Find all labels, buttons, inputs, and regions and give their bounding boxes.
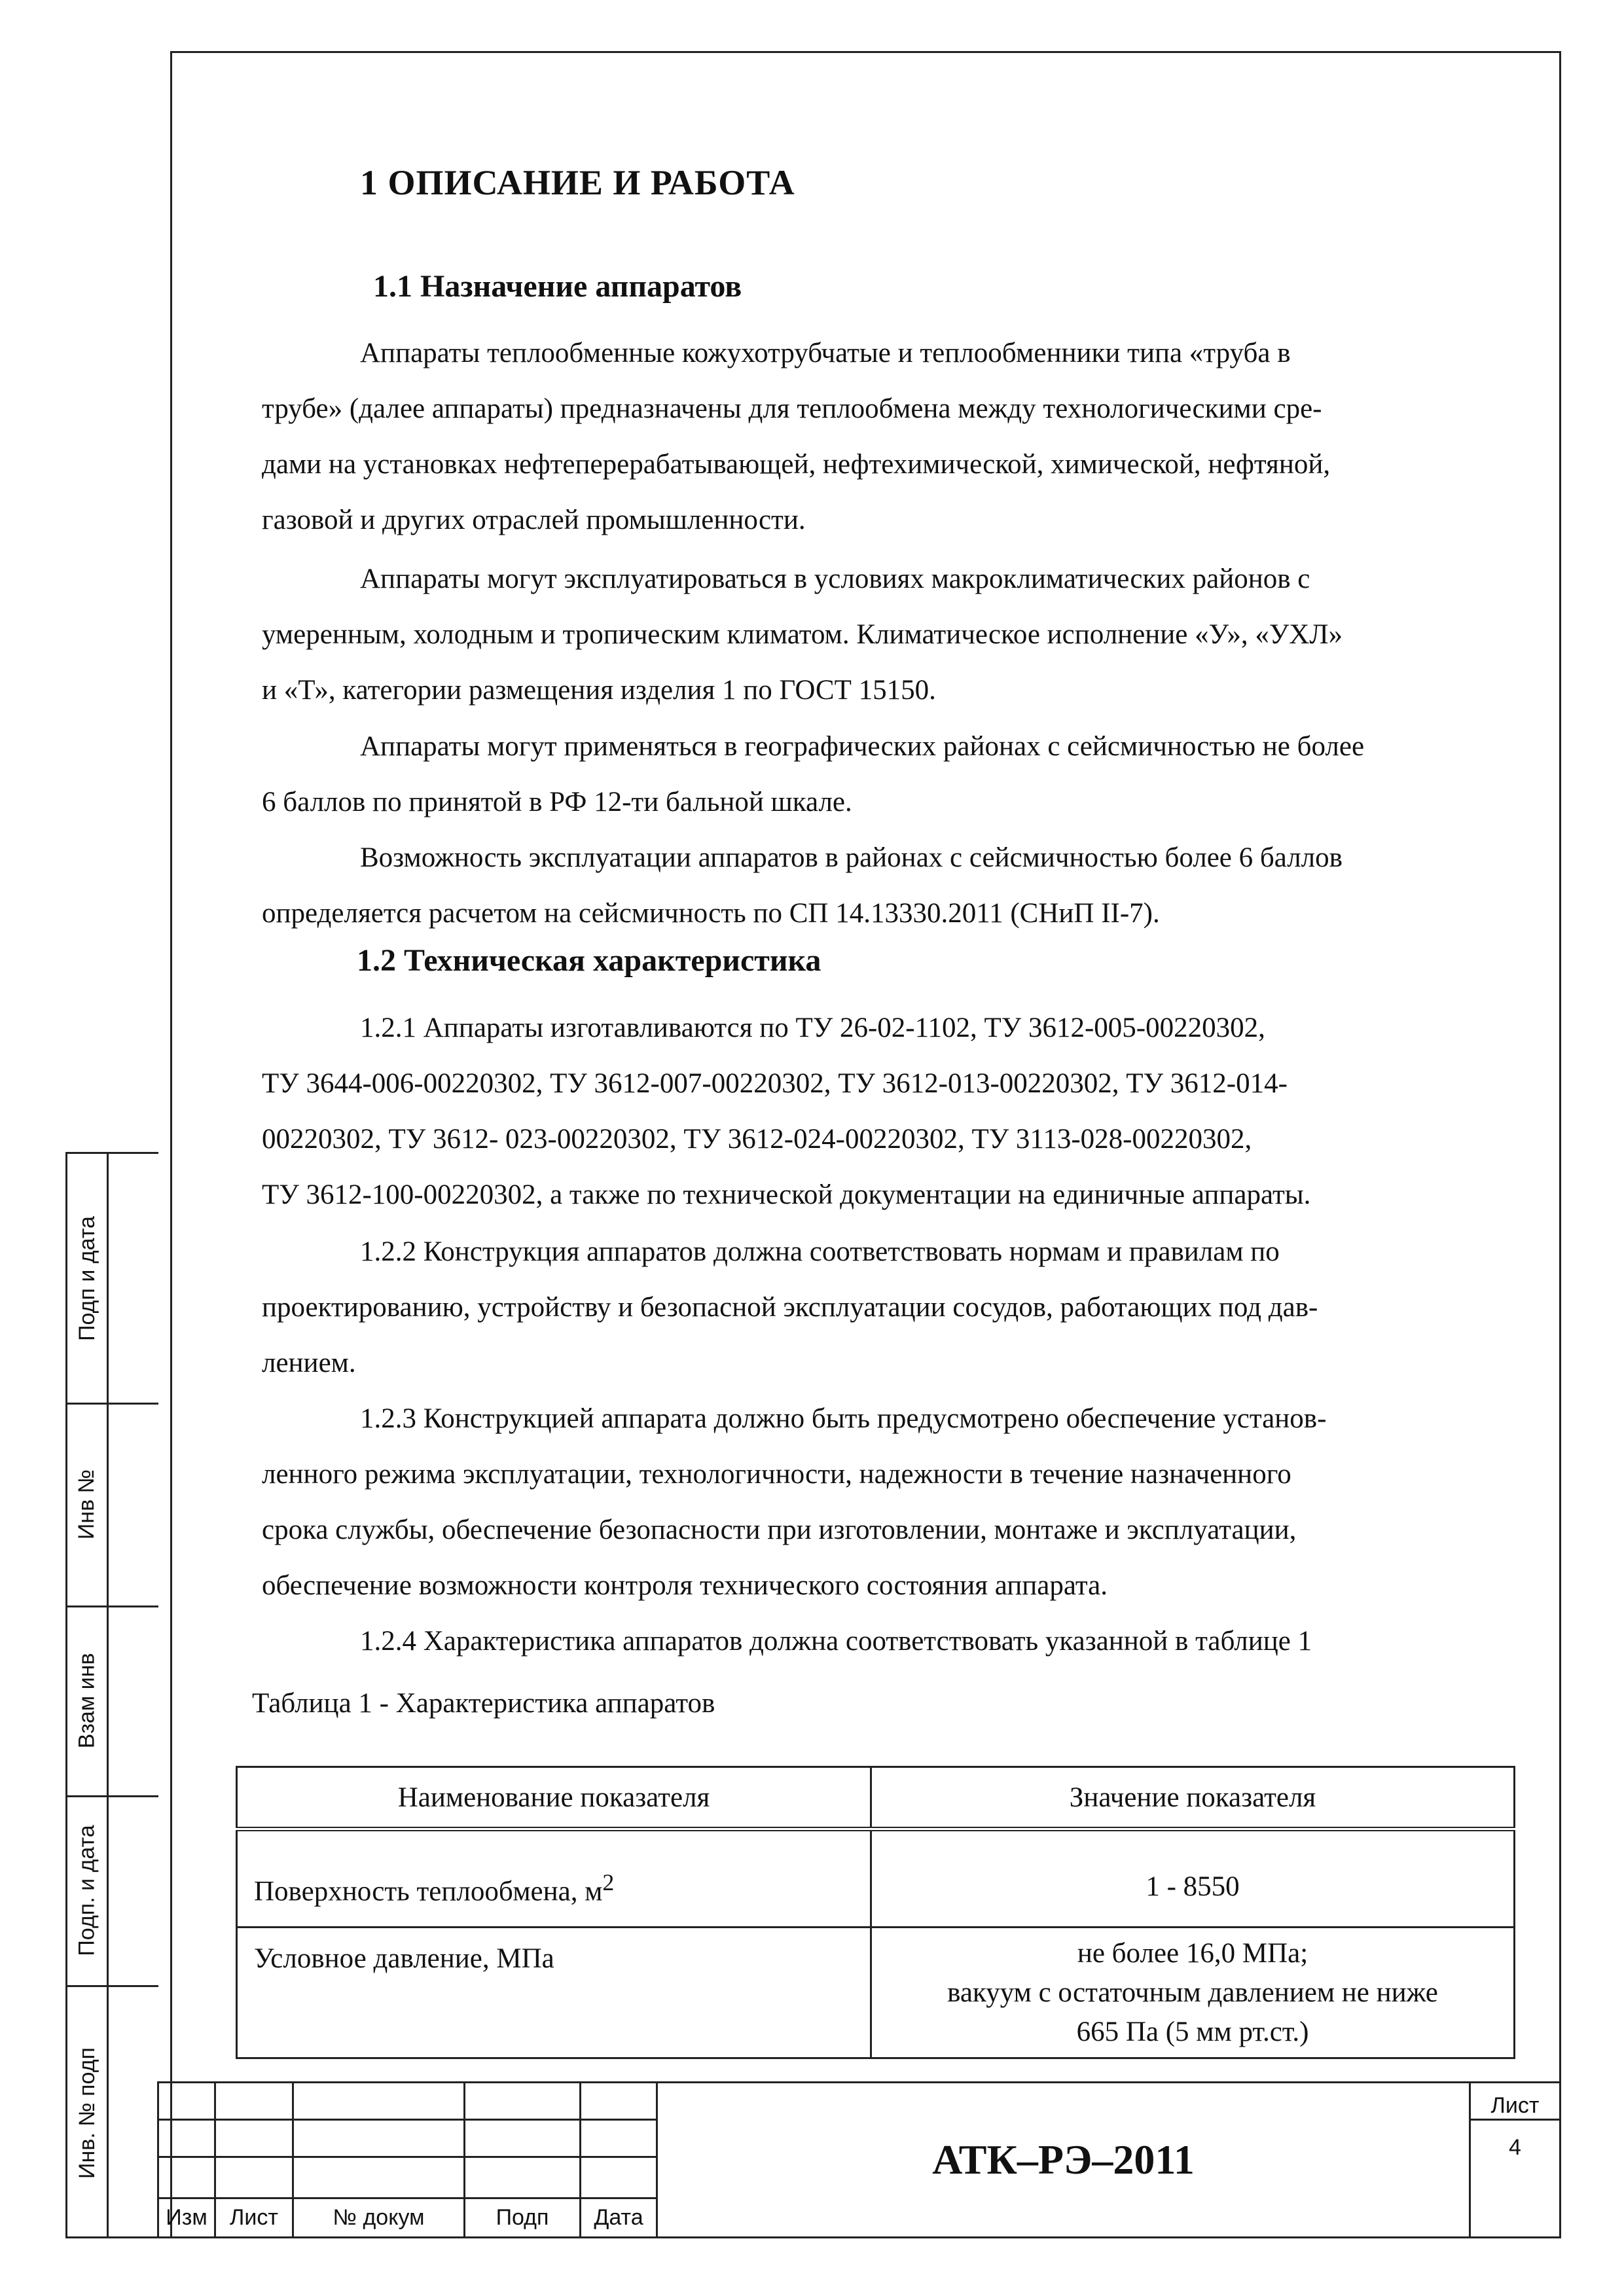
table-cell: не более 16,0 МПа; вакуум с остаточным давлением не ниже 665 Па (5 мм рт.ст.) bbox=[871, 1928, 1515, 2058]
paragraph: 1.2.1 Аппараты изготавливаются по ТУ 26-02-1102, ТУ 3612-005-00220302, ТУ 3644-006-00220302, ТУ 3612-007-00220302, ТУ 3612-013-00220302, ТУ 3612-014- 00220302, ТУ 3612- 023-00220302, ТУ 3612-024-00220302, ТУ 3113-028-00220302, ТУ 3612-100-00220302, а также по технической документации на единичные аппараты. bbox=[262, 1013, 1311, 1210]
table-cell: Поверхность теплообмена, $м^2$ bbox=[237, 1829, 871, 1928]
paragraph: Аппараты могут эксплуатироваться в условиях макроклиматических районов с умеренным, холодным и тропическим климатом. Климатическое исполнение «У», «УХЛ» и «Т», категории размещения изделия 1 по ГОСТ 15150. bbox=[262, 564, 1343, 706]
paragraph: 1.2.2 Конструкция аппаратов должна соответствовать нормам и правилам по проектированию, устройству и безопасной эксплуатации сосудов, работающих под дав- лением. bbox=[262, 1236, 1318, 1378]
section-title: 1.1 Назначение аппаратов bbox=[373, 269, 742, 304]
section-title: 1.2 Техническая характеристика bbox=[357, 943, 821, 978]
side-label: Инв. № подп bbox=[74, 2047, 99, 2179]
sheet-label: Лист bbox=[1469, 2081, 1561, 2121]
table-cell: 1 - 8550 bbox=[871, 1829, 1515, 1928]
paragraph: 1.2.3 Конструкцией аппарата должно быть предусмотрено обеспечение установ- ленного режима эксплуатации, технологичности, надежности в течение назначенного срока службы, обеспечение безопасности при изготовлении, монтаже и эксплуатации, обеспечение возможности контроля технического состояния аппарата. bbox=[262, 1403, 1327, 1601]
side-label: Подп. и дата bbox=[74, 1824, 99, 1956]
document-code: АТК–РЭ–2011 bbox=[656, 2081, 1471, 2238]
paragraph: Аппараты теплообменные кожухотрубчатые и теплообменники типа «труба в трубе» (далее аппараты) предназначены для теплообмена между технологическими сре- дами на установках нефтеперерабатывающей, нефтехимической, химической, нефтяной, газовой и других отраслей промышленности. bbox=[262, 338, 1331, 535]
title-block bbox=[157, 2081, 1561, 2238]
table-row bbox=[237, 1829, 1515, 1928]
side-label: Инв № bbox=[74, 1469, 99, 1539]
column-header: Значение показателя bbox=[871, 1767, 1515, 1829]
side-stamp bbox=[65, 1152, 158, 2238]
paragraph: Возможность эксплуатации аппаратов в районах с сейсмичностью более 6 баллов определяется расчетом на сейсмичность по СП 14.13330.2011 (СНиП II-7). bbox=[262, 842, 1343, 929]
side-label: Взам инв bbox=[74, 1653, 99, 1748]
paragraph: 1.2.4 Характеристика аппаратов должна соответствовать указанной в таблице 1 bbox=[360, 1626, 1312, 1657]
table-caption: Таблица 1 - Характеристика аппаратов bbox=[252, 1688, 715, 1719]
side-label: Подп и дата bbox=[74, 1215, 99, 1341]
tb-column-sign: Подп bbox=[463, 2197, 581, 2238]
tb-column-doc: № докум bbox=[292, 2197, 465, 2238]
table-header-row bbox=[237, 1767, 1515, 1829]
tb-column-date: Дата bbox=[579, 2197, 658, 2238]
page-heading: 1 ОПИСАНИЕ И РАБОТА bbox=[360, 163, 795, 202]
table-row bbox=[237, 1928, 1515, 2058]
tb-column-izm: Изм bbox=[157, 2197, 216, 2238]
column-header: Наименование показателя bbox=[237, 1767, 871, 1829]
spec-table bbox=[236, 1766, 1515, 2059]
tb-column-list: Лист bbox=[214, 2197, 294, 2238]
table-cell: Условное давление, МПа bbox=[237, 1928, 871, 2058]
sheet-number: 4 bbox=[1469, 2119, 1561, 2238]
paragraph: Аппараты могут применяться в географических районах с сейсмичностью не более 6 баллов по принятой в РФ 12-ти бальной шкале. bbox=[262, 731, 1365, 817]
